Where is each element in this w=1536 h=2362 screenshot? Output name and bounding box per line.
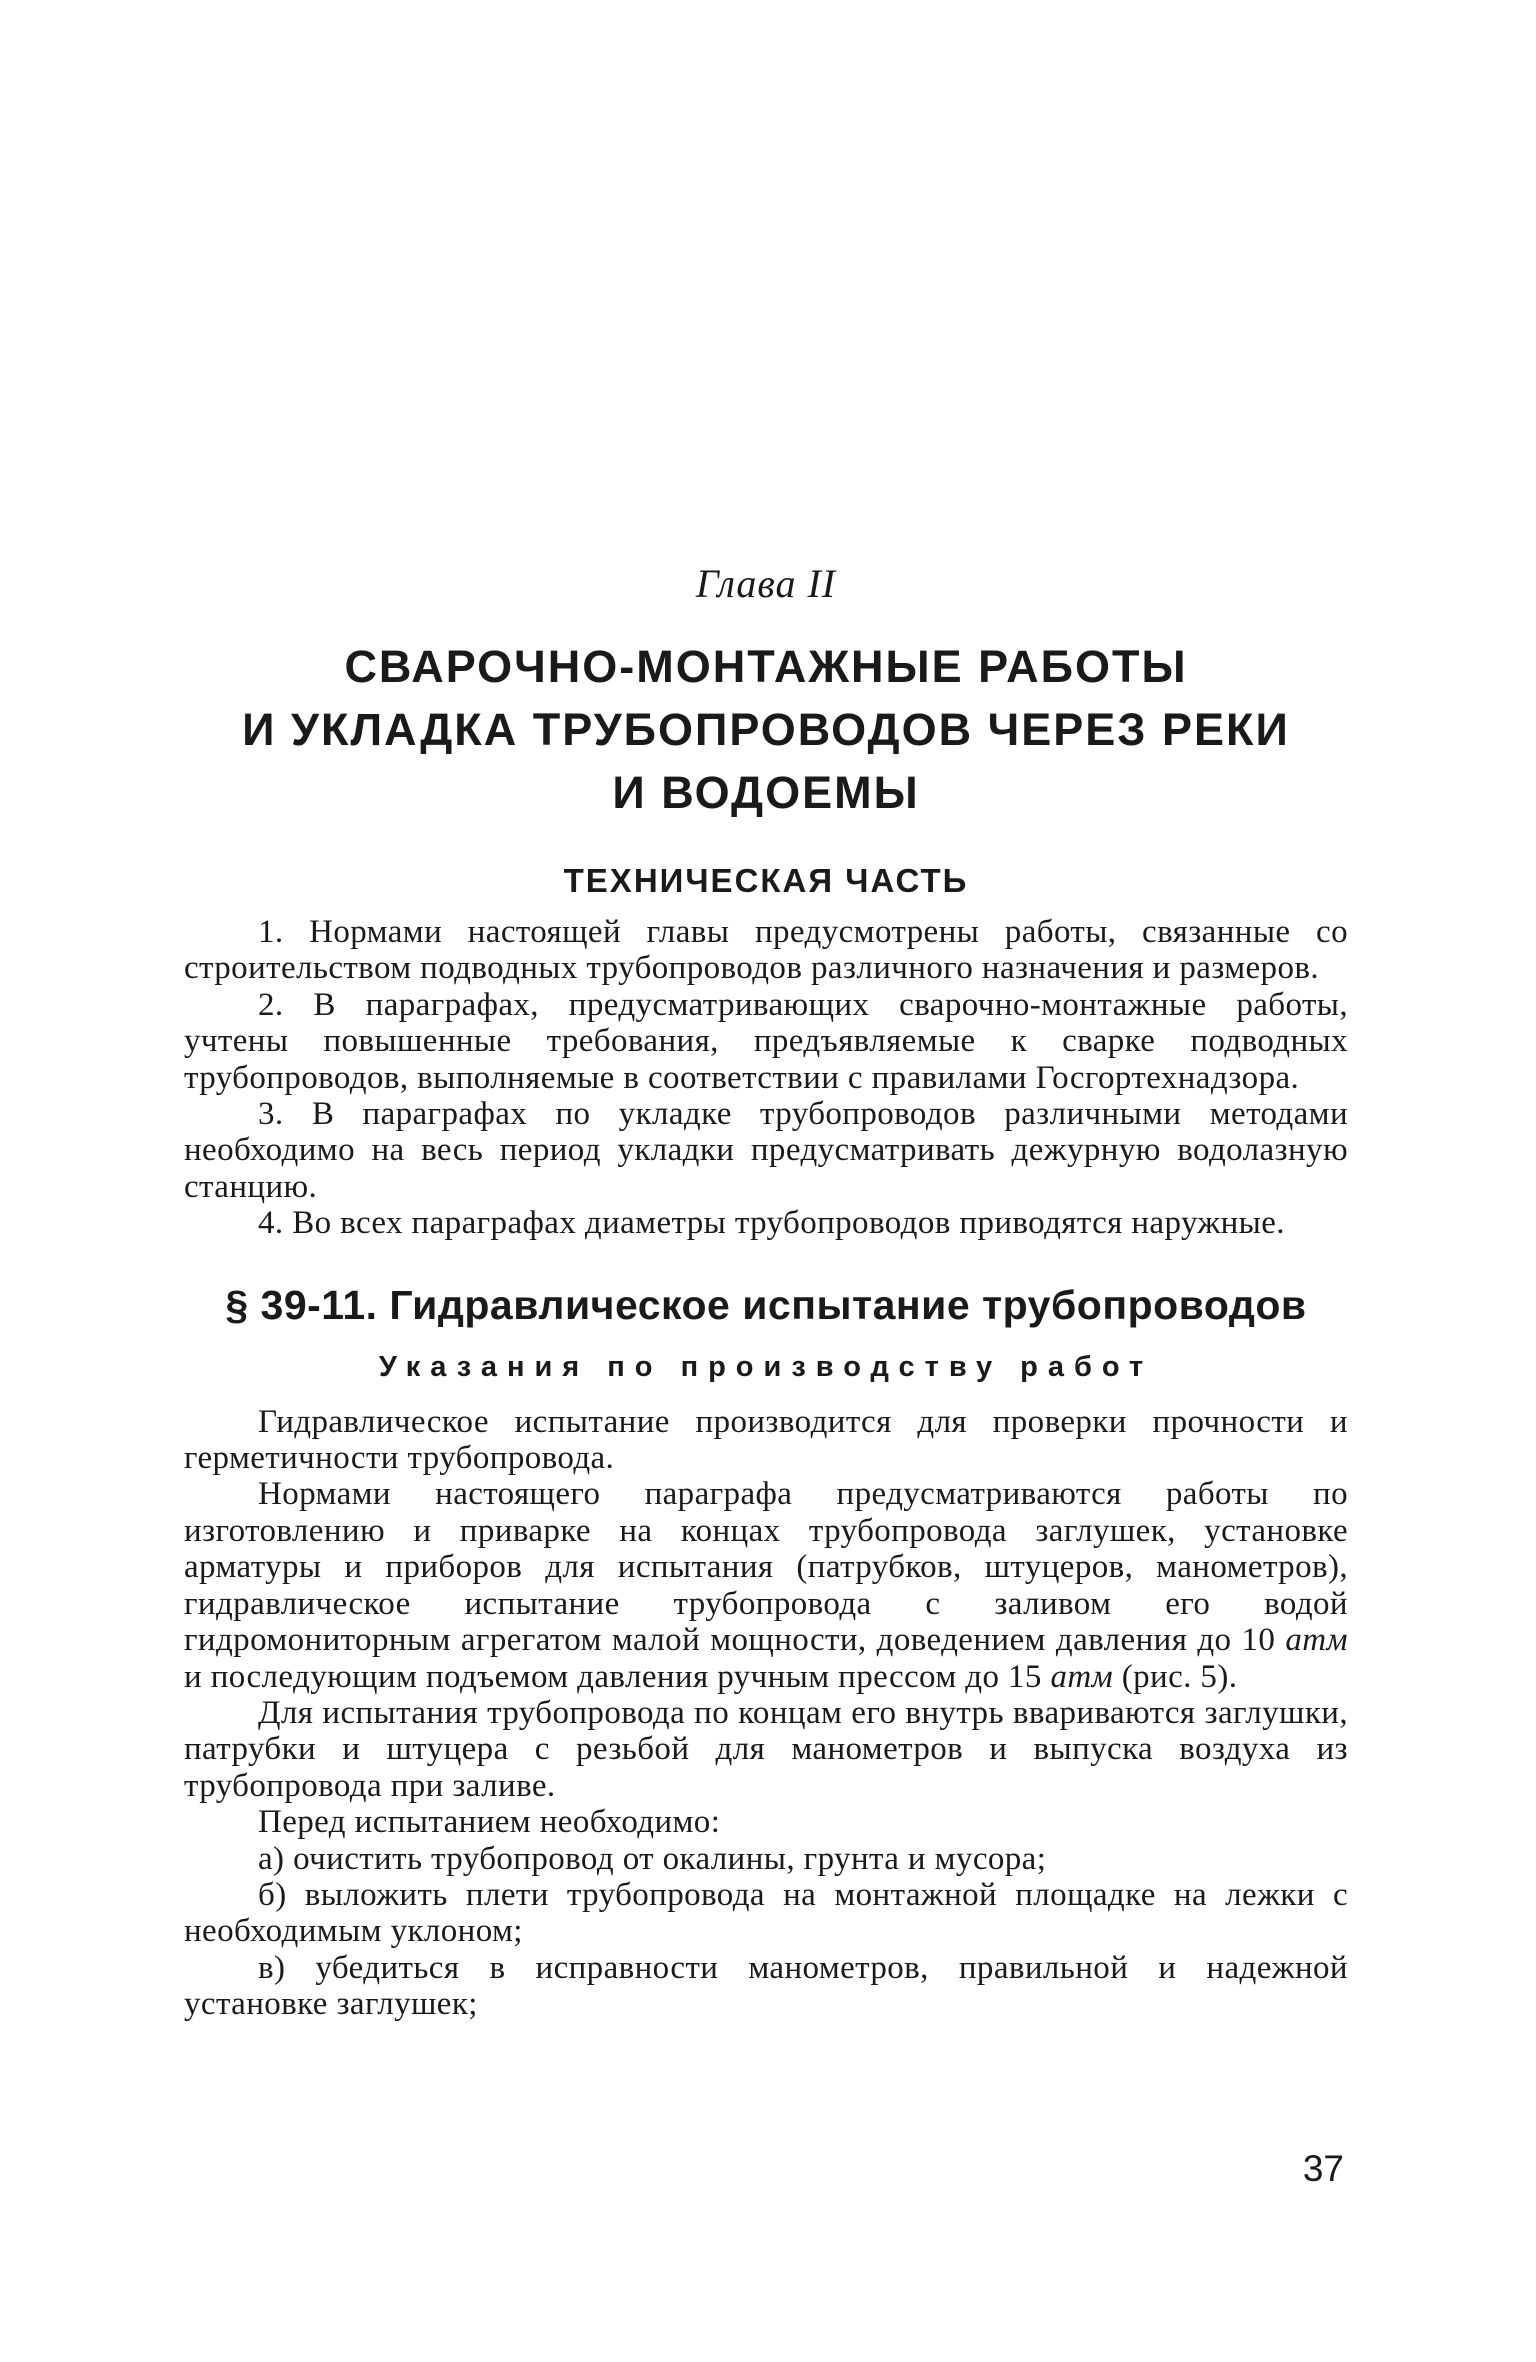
technical-part-heading: ТЕХНИЧЕСКАЯ ЧАСТЬ <box>563 862 969 899</box>
body-text: (рис. 5). <box>1121 1658 1238 1695</box>
chapter-title-line: И УКЛАДКА ТРУБОПРОВОДОВ ЧЕРЕЗ РЕКИ <box>242 704 1290 755</box>
chapter-title-line: СВАРОЧНО-МОНТАЖНЫЕ РАБОТЫ <box>344 641 1188 692</box>
page-number: 37 <box>1302 2148 1344 2189</box>
body-paragraph <box>184 1476 1348 1694</box>
list-item: в) убедиться в исправности манометров, правильной и надежной установке заглушек; <box>184 1949 1348 2023</box>
technical-paragraph: 3. В параграфах по укладке трубопроводов различными методами необходимо на весь период укладки предусматривать дежурную водолазную станцию. <box>184 1096 1348 1205</box>
technical-paragraph: 4. Во всех параграфах диаметры трубопроводов приводятся наружные. <box>258 1205 1285 1242</box>
body-text: Нормами настоящего параграфа предусматриваются работы по изготовлению и приварке на концах трубопровода заглушек, установке арматуры и приборов для испытания (патрубков, штуцеров, манометров), гидравлическое испытание трубопровода с заливом его водой гидромониторным агрегатом малой мощности, доведением давления до 10 <box>184 1476 1348 1659</box>
instructions-heading: Указания по производству работ <box>378 1350 1154 1383</box>
technical-part-list <box>184 914 1348 1242</box>
body-paragraph: Для испытания трубопровода по концам его внутрь ввариваются заглушки, патрубки и штуцера с резьбой для манометров и выпуска воздуха из трубопровода при заливе. <box>184 1694 1348 1804</box>
technical-paragraph: 1. Нормами настоящей главы предусмотрены работы, связанные со строительством подводных трубопроводов различного назначения и размеров. <box>184 914 1348 987</box>
page-content <box>184 560 1348 2023</box>
chapter-title-line: И ВОДОЕМЫ <box>612 767 920 818</box>
list-item: б) выложить плети трубопровода на монтажной площадке на лежки с необходимым уклоном; <box>184 1876 1348 1950</box>
technical-paragraph: 2. В параграфах, предусматривающих сварочно-монтажные работы, учтены повышенные требования, предъявляемые к сварке подводных трубопроводов, выполняемые в соответствии с правилами Госгортехнадзора. <box>184 986 1348 1096</box>
section-body <box>184 1404 1348 2023</box>
body-paragraph: Перед испытанием необходимо: <box>258 1804 721 1841</box>
unit-atm: атм <box>1285 1622 1348 1659</box>
body-paragraph: Гидравлическое испытание производится для проверки прочности и герметичности трубопровода. <box>184 1403 1348 1477</box>
chapter-heading: Глава II <box>695 561 837 606</box>
body-text: и последующим подъемом давления ручным прессом до 15 <box>184 1658 1042 1695</box>
unit-atm: атм <box>1050 1658 1114 1695</box>
chapter-title <box>184 635 1348 824</box>
section-heading: § 39-11. Гидравлическое испытание трубопроводов <box>225 1281 1307 1328</box>
list-item: а) очистить трубопровод от окалины, грунта и мусора; <box>258 1840 1047 1877</box>
